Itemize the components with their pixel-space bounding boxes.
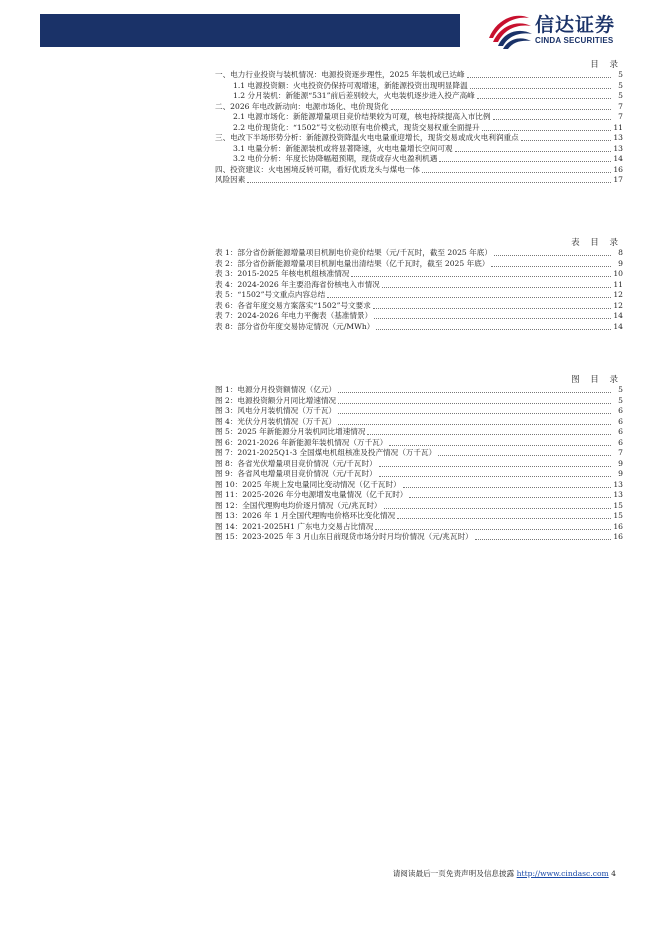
figure-entry-text: 图 9：各省风电增量项目竞价情况（元/千瓦时） <box>215 469 377 478</box>
toc-list <box>215 70 623 186</box>
figure-entry-text: 图 2：电源投资额分月同比增速情况 <box>215 395 337 405</box>
figure-entry[interactable] <box>215 448 623 459</box>
figure-entry-page: 9 <box>618 458 623 468</box>
brand-name-en: CINDA SECURITIES <box>535 36 614 45</box>
dot-leader <box>247 182 611 183</box>
figure-entry-text: 图 6：2021-2026 年新能源年装机情况（万千瓦） <box>215 437 388 447</box>
figure-entry[interactable] <box>215 532 623 543</box>
table-entry[interactable] <box>215 280 623 291</box>
table-entry-text: 表 1：部分省份新能源增量项目机制电价竞价结果（元/千瓦时，截至 2025 年底） <box>215 248 492 257</box>
toc-entry[interactable] <box>215 144 623 155</box>
toc-entry-text: 3.1 电量分析：新能源装机或将显著降速，火电电量增长空间可观 <box>233 143 453 153</box>
figure-entry-text: 图 14：2021-2025H1 广东电力交易占比情况 <box>215 521 374 531</box>
figure-entry[interactable] <box>215 396 623 407</box>
dot-leader <box>379 466 611 467</box>
table-entry[interactable] <box>215 311 623 322</box>
dot-leader <box>403 487 611 488</box>
toc-entry[interactable] <box>215 112 623 123</box>
figure-entry-text: 图 10：2025 年规上发电量同比变动情况（亿千瓦时） <box>215 479 401 489</box>
dot-leader <box>482 130 611 131</box>
dot-leader <box>455 151 611 152</box>
figure-entry-text: 图 1：电源分月投资额情况（亿元） <box>215 385 337 394</box>
figure-entry[interactable] <box>215 511 623 522</box>
dot-leader <box>491 266 611 267</box>
toc-entry-text: 1.1 电源投资额：火电投资仍保持可观增速，新能源投资出现明显降温 <box>233 80 468 90</box>
dot-leader <box>397 518 611 519</box>
toc-entry-page: 5 <box>618 80 623 90</box>
figure-entry-page: 16 <box>613 521 623 531</box>
figure-entry-page: 5 <box>618 385 623 394</box>
table-entry[interactable] <box>215 301 623 312</box>
dot-leader <box>477 98 611 99</box>
toc-entry-page: 13 <box>613 133 623 142</box>
dot-leader <box>438 455 611 456</box>
figure-entry-text: 图 5：2025 年新能源分月装机同比增速情况 <box>215 427 366 436</box>
figure-entry[interactable] <box>215 522 623 533</box>
toc-entry-page: 14 <box>613 154 623 163</box>
tables-list <box>215 248 623 332</box>
table-entry-page: 8 <box>618 248 623 257</box>
dot-leader <box>338 392 611 393</box>
toc-entry-page: 13 <box>613 143 623 153</box>
figure-entry-page: 6 <box>618 427 623 436</box>
brand-name-cn: 信达证券 <box>535 14 616 36</box>
table-entry-text: 表 7：2024-2026 年电力平衡表（基准情景） <box>215 311 373 320</box>
figure-entry-page: 15 <box>613 511 623 520</box>
toc-entry[interactable] <box>215 165 623 176</box>
dot-leader <box>409 497 611 498</box>
figure-entry-text: 图 3：风电分月装机情况（万千瓦） <box>215 406 337 415</box>
figure-entry-page: 6 <box>618 406 623 415</box>
figures-list <box>215 385 623 543</box>
dot-leader <box>521 140 611 141</box>
toc-entry-text: 四、投资建议：火电困境反转可期，看好优质龙头与煤电一体 <box>215 164 421 174</box>
table-entry[interactable] <box>215 248 623 259</box>
figure-entry-page: 13 <box>613 479 623 489</box>
figure-entry-text: 图 7：2021-2025Q1-3 全国煤电机组核准及投产情况（万千瓦） <box>215 448 437 457</box>
tables-title: 表 目 录 <box>571 238 622 248</box>
table-entry[interactable] <box>215 322 623 333</box>
dot-leader <box>382 287 611 288</box>
dot-leader <box>384 508 611 509</box>
figure-entry-page: 7 <box>618 448 623 457</box>
toc-entry-text: 1.2 分月装机：新能源“531”前后差别较大，火电装机逐步进入投产高峰 <box>233 91 475 100</box>
figure-entry-page: 9 <box>618 469 623 478</box>
toc-entry[interactable] <box>215 123 623 134</box>
table-entry-text: 表 4：2024-2026 年主要沿海省份核电入市情况 <box>215 279 380 289</box>
toc-entry[interactable] <box>215 70 623 81</box>
figure-entry-page: 5 <box>618 395 623 405</box>
table-entry-text: 表 2：部分省份新能源增量项目机制电量出清结果（亿千瓦时，截至 2025 年底） <box>215 258 490 268</box>
toc-entry-page: 11 <box>613 122 623 132</box>
toc-entry-page: 7 <box>618 112 623 121</box>
toc-entry-text: 三、电改下半场形势分析：新能源投资降温火电电量重迎增长，现货交易或成火电利润重点 <box>215 133 519 142</box>
dot-leader <box>373 308 611 309</box>
dot-leader <box>338 413 611 414</box>
figure-entry-page: 16 <box>613 532 623 541</box>
cinda-logo <box>483 8 633 52</box>
toc-entry[interactable] <box>215 81 623 92</box>
toc-entry-text: 3.2 电价分析：年度长协降幅超预期，现货或存火电盈利机遇 <box>233 154 438 163</box>
table-entry[interactable] <box>215 290 623 301</box>
table-entry-page: 11 <box>613 279 623 289</box>
dot-leader <box>475 539 611 540</box>
dot-leader <box>470 88 611 89</box>
figure-entry[interactable] <box>215 417 623 428</box>
toc-entry-text: 2.2 电价现货化：“1502”号文松动原有电价模式，现货交易权重全面提升 <box>233 122 480 132</box>
toc-entry-text: 2.1 电源市场化：新能源增量项目竞价结果较为可观，核电持续提高入市比例 <box>233 112 491 121</box>
toc-entry[interactable] <box>215 102 623 113</box>
figure-entry[interactable] <box>215 490 623 501</box>
dot-leader <box>439 161 611 162</box>
dot-leader <box>376 329 611 330</box>
dot-leader <box>467 77 611 78</box>
figure-entry-text: 图 11：2025-2026 年分电源增发电量情况（亿千瓦时） <box>215 490 408 499</box>
figure-entry[interactable] <box>215 480 623 491</box>
dot-leader <box>327 297 611 298</box>
toc-entry[interactable] <box>215 91 623 102</box>
toc-entry-page: 7 <box>618 101 623 111</box>
dot-leader <box>375 529 611 530</box>
footer <box>393 868 616 879</box>
table-entry-page: 10 <box>613 269 623 278</box>
toc-entry[interactable] <box>215 133 623 144</box>
dot-leader <box>367 434 611 435</box>
figure-entry-page: 13 <box>613 490 623 499</box>
figure-entry[interactable] <box>215 406 623 417</box>
figure-entry-text: 图 4：光伏分月装机情况（万千瓦） <box>215 416 337 426</box>
toc-entry-page: 5 <box>618 70 623 79</box>
table-entry-page: 9 <box>618 258 623 268</box>
toc-entry[interactable] <box>215 154 623 165</box>
toc-entry[interactable] <box>215 175 623 186</box>
table-entry-page: 12 <box>613 290 623 299</box>
toc-entry-text: 一、电力行业投资与装机情况：电源投资逐步理性，2025 年装机或已达峰 <box>215 70 465 79</box>
table-entry[interactable] <box>215 269 623 280</box>
dot-leader <box>391 109 611 110</box>
dot-leader <box>374 318 611 319</box>
figure-entry[interactable] <box>215 427 623 438</box>
figure-entry[interactable] <box>215 385 623 396</box>
figure-entry[interactable] <box>215 438 623 449</box>
cinda-logo-icon <box>483 8 533 52</box>
figures-title: 图 目 录 <box>571 375 622 385</box>
dot-leader <box>338 403 611 404</box>
footer-link[interactable]: http://www.cindasc.com <box>516 869 609 878</box>
figure-entry-page: 6 <box>618 437 623 447</box>
toc-title: 目 录 <box>590 60 622 70</box>
table-entry-text: 表 3：2015-2025 年核电机组核准情况 <box>215 269 350 278</box>
dot-leader <box>493 119 612 120</box>
table-entry-text: 表 5：“1502”号文重点内容总结 <box>215 290 326 299</box>
figure-entry-text: 图 13：2026 年 1 月全国代理购电价格环比变化情况 <box>215 511 396 520</box>
toc-entry-text: 二、2026 年电改新动向：电源市场化、电价现货化 <box>215 101 389 111</box>
toc-entry-page: 16 <box>613 164 623 174</box>
dot-leader <box>379 476 611 477</box>
dot-leader <box>422 172 611 173</box>
footer-disclaimer: 请阅读最后一页免责声明及信息披露 <box>392 869 515 878</box>
toc-entry-text: 风险因素 <box>215 175 246 184</box>
figure-entry-text: 图 8：各省光伏增量项目竞价情况（元/千瓦时） <box>215 458 377 468</box>
header-bar <box>40 14 460 47</box>
dot-leader <box>351 276 611 277</box>
dot-leader <box>494 255 611 256</box>
table-entry-text: 表 8：部分省份年度交易协定情况（元/MWh） <box>215 321 375 331</box>
figure-entry-page: 15 <box>613 500 623 510</box>
figure-entry-text: 图 15：2023-2025 年 3 月山东日前现货市场分时月均价情况（元/兆瓦时） <box>215 532 473 541</box>
table-entry-page: 12 <box>613 300 623 310</box>
figure-entry[interactable] <box>215 501 623 512</box>
figure-entry[interactable] <box>215 459 623 470</box>
toc-entry-page: 5 <box>618 91 623 100</box>
dot-leader <box>389 445 611 446</box>
figure-entry[interactable] <box>215 469 623 480</box>
figure-entry-text: 图 12：全国代理购电均价逐月情况（元/兆瓦时） <box>215 500 382 510</box>
table-entry-text: 表 6：各省年度交易方案落实“1502”号文要求 <box>215 300 371 310</box>
table-entry[interactable] <box>215 259 623 270</box>
dot-leader <box>338 424 611 425</box>
toc-entry-page: 17 <box>613 175 623 184</box>
page-number: 4 <box>611 869 616 878</box>
table-entry-page: 14 <box>613 311 623 320</box>
table-entry-page: 14 <box>613 321 623 331</box>
figure-entry-page: 6 <box>618 416 623 426</box>
